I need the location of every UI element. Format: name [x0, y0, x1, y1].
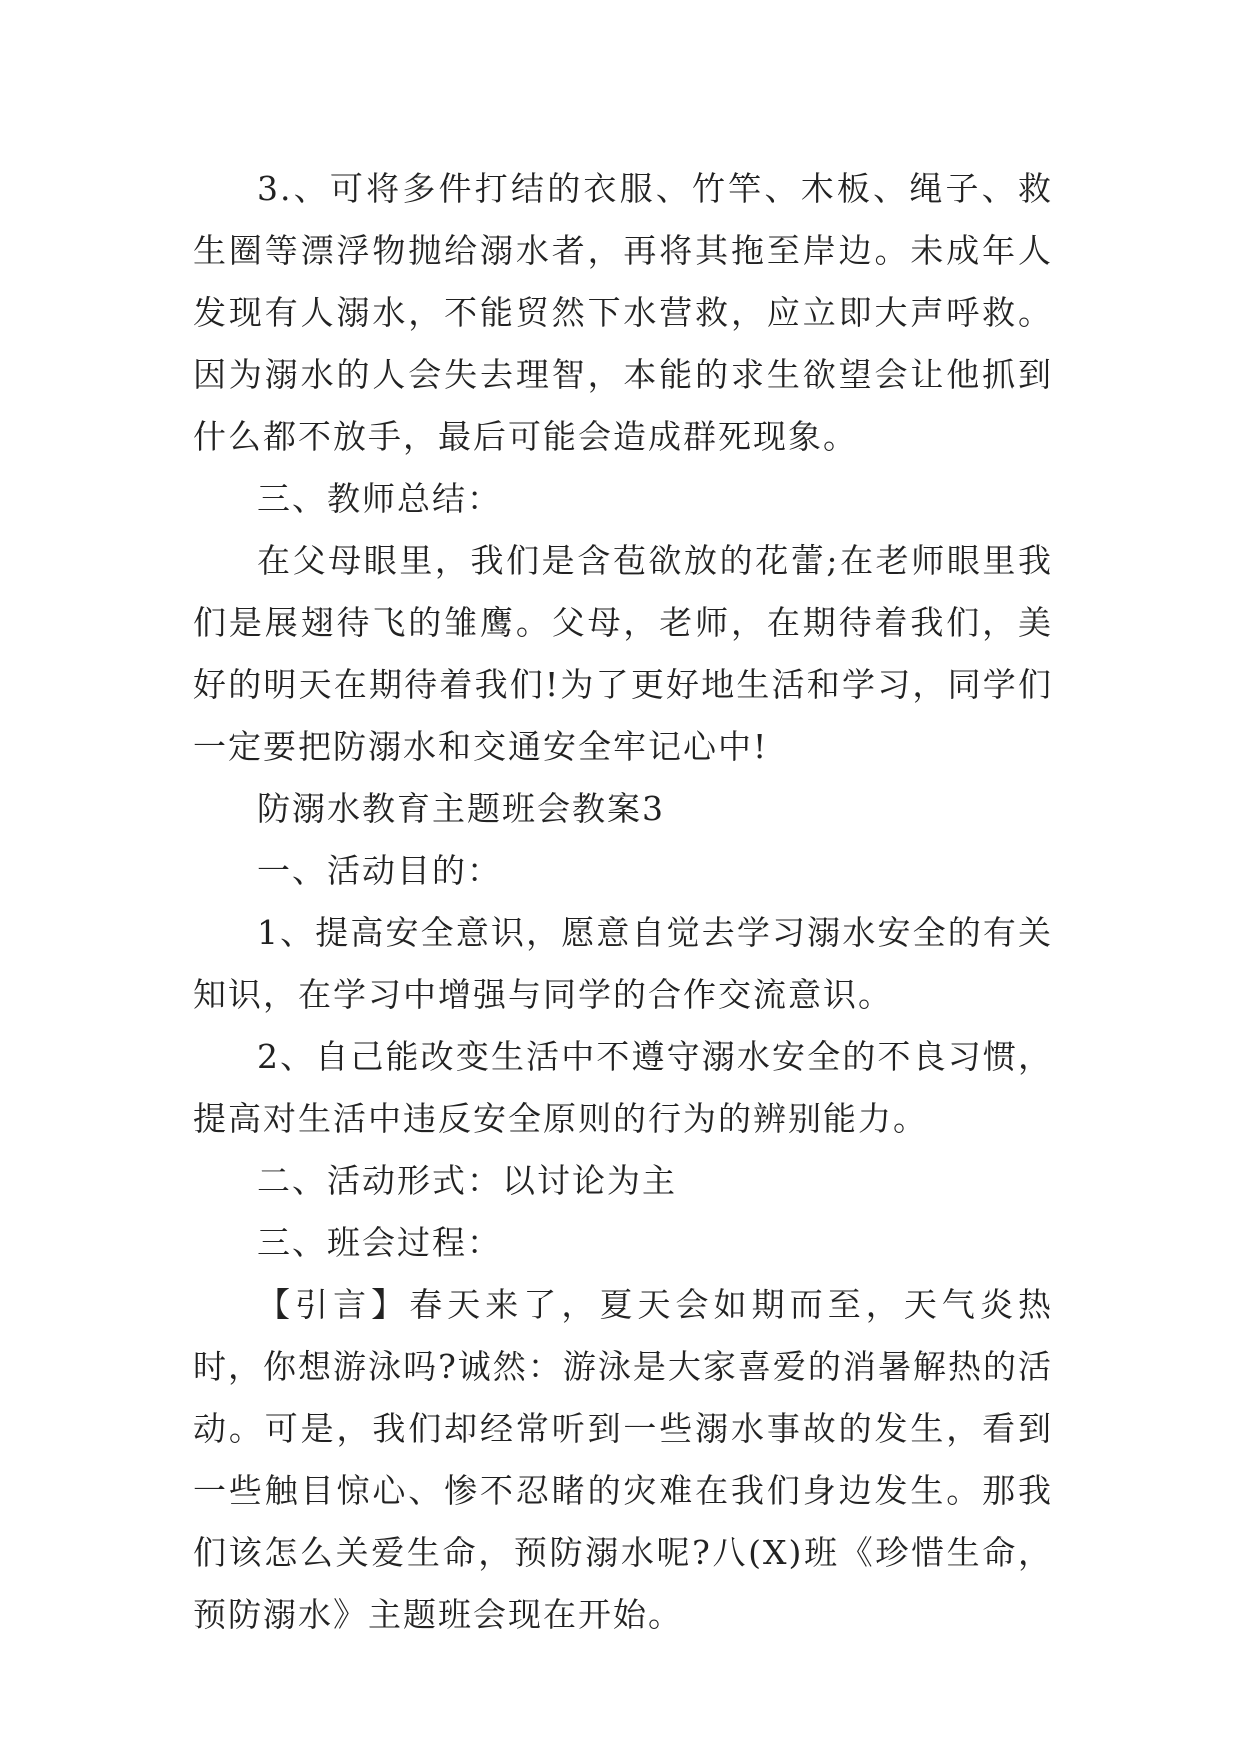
paragraph-rescue-method: 3.、可将多件打结的衣服、竹竿、木板、绳子、救生圈等漂浮物抛给溺水者，再将其拖至岸边。未成年人发现有人溺水，不能贸然下水营救，应立即大声呼救。因为溺水的人会失去理智，本能的求生欲望会让他抓到什么都不放手，最后可能会造成群死现象。	[193, 169, 1053, 456]
heading-meeting-process: 三、班会过程：	[257, 1223, 502, 1262]
lesson-plan-title: 防溺水教育主题班会教案3	[257, 789, 665, 828]
document-body	[193, 158, 1053, 1646]
paragraph-goal-2: 2、自己能改变生活中不遵守溺水安全的不良习惯，提高对生活中违反安全原则的行为的辨别能力。	[193, 1037, 1053, 1138]
paragraph-introduction: 【引言】春天来了，夏天会如期而至，天气炎热时，你想游泳吗?诚然：游泳是大家喜爱的消暑解热的活动。可是，我们却经常听到一些溺水事故的发生，看到一些触目惊心、惨不忍睹的灾难在我们身边发生。那我们该怎么关爱生命，预防溺水呢?八(X)班《珍惜生命，预防溺水》主题班会现在开始。	[193, 1285, 1053, 1634]
paragraph-teacher-summary: 在父母眼里，我们是含苞欲放的花蕾;在老师眼里我们是展翅待飞的雏鹰。父母，老师，在期待着我们，美好的明天在期待着我们!为了更好地生活和学习，同学们一定要把防溺水和交通安全牢记心中!	[193, 541, 1053, 766]
heading-teacher-summary: 三、教师总结：	[257, 479, 502, 518]
heading-activity-goals: 一、活动目的：	[257, 851, 502, 890]
heading-activity-form: 二、活动形式：以讨论为主	[257, 1161, 677, 1200]
paragraph-goal-1: 1、提高安全意识，愿意自觉去学习溺水安全的有关知识，在学习中增强与同学的合作交流意识。	[193, 913, 1053, 1014]
